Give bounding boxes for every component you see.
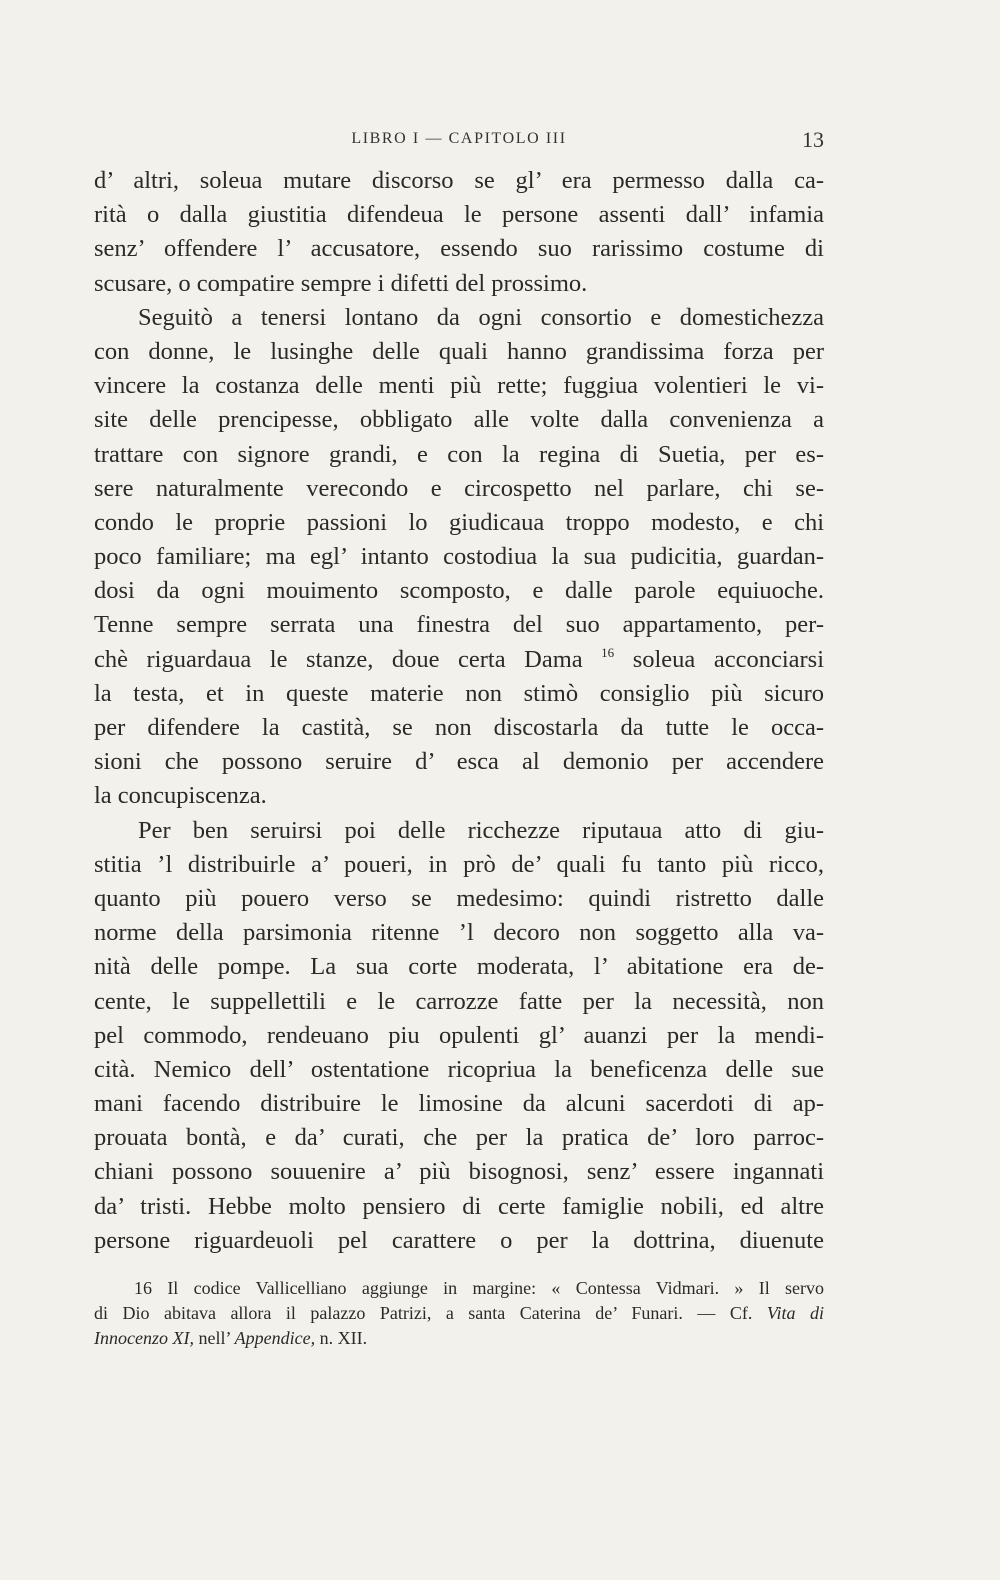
text-line: rità o dalla giustitia difendeua le persone assenti dall’ infamia: [94, 201, 824, 229]
text-line: mani facendo distribuire le limosine da alcuni sacerdoti di ap-: [94, 1090, 824, 1118]
text-line: con donne, le lusinghe delle quali hanno grandissima forza per: [94, 337, 824, 365]
text-line: stitia ’l distribuirle a’ poueri, in prò de’ quali fu tanto più ricco,: [94, 850, 824, 878]
footnote-text: di Dio abitava allora il palazzo Patrizi, a santa Caterina de’ Funari. — Cf.: [94, 1303, 753, 1323]
footnote-line: [94, 1276, 824, 1301]
text-segment: chè riguardaua le stanze, doue certa Dama: [94, 645, 583, 673]
text-line: prouata bontà, e da’ curati, che per la pratica de’ loro parroc-: [94, 1124, 824, 1152]
page-number: 13: [802, 127, 824, 152]
footnote-text: n. XII.: [319, 1328, 368, 1348]
footnote-text: nell’: [198, 1328, 231, 1348]
text-line: la concupiscenza.: [94, 782, 267, 810]
running-head: [94, 127, 824, 158]
paragraph-start-line: Per ben seruirsi poi delle ricchezze riputaua atto di giu-: [138, 816, 824, 844]
text-line: vincere la costanza delle menti più rette; fuggiua volentieri le vi-: [94, 372, 824, 400]
body-text: [94, 164, 824, 1258]
text-line: chiani possono souuenire a’ più bisognosi, senz’ essere ingannati: [94, 1158, 824, 1186]
text-line: per difendere la castità, se non discostarla da tutte le occa-: [94, 714, 824, 741]
footnote-italic-title: Vita di: [766, 1303, 824, 1323]
text-segment: soleua acconciarsi: [632, 645, 824, 673]
footnote-reference: 16: [601, 644, 615, 660]
text-line: d’ altri, soleua mutare discorso se gl’ era permesso dalla ca-: [94, 167, 824, 194]
text-line: persone riguardeuoli pel carattere o per la dottrina, diuenute: [94, 1226, 824, 1254]
text-line: pel commodo, rendeuano piu opulenti gl’ auanzi per la mendi-: [94, 1021, 824, 1049]
text-line: quanto più pouero verso se medesimo: quindi ristretto dalle: [94, 884, 824, 912]
footnotes: [94, 1276, 824, 1351]
text-line-with-footnote-ref: [94, 643, 824, 677]
footnote-italic-title: Appendice,: [234, 1328, 316, 1348]
text-line: poco familiare; ma egl’ intanto costodiua la sua pudicitia, guardan-: [94, 543, 824, 571]
text-line: sioni che possono seruire d’ esca al demonio per accendere: [94, 748, 824, 776]
text-line: cità. Nemico dell’ ostentatione ricopriua la beneficenza delle sue: [94, 1055, 824, 1083]
text-line: cente, le suppellettili e le carrozze fatte per la necessità, non: [94, 987, 824, 1015]
footnote-number: 16: [134, 1278, 152, 1298]
text-line: sere naturalmente verecondo e circospetto nel parlare, chi se-: [94, 474, 824, 502]
footnote-line: [94, 1326, 824, 1351]
footnote-line: [94, 1301, 824, 1326]
footnote-italic-title: Innocenzo XI,: [94, 1328, 194, 1348]
running-title: LIBRO I — CAPITOLO III: [351, 130, 567, 147]
text-line: scusare, o compatire sempre i difetti del prossimo.: [94, 269, 588, 297]
text-line: la testa, et in queste materie non stimò consiglio più sicuro: [94, 679, 824, 707]
paragraph-start-line: Seguitò a tenersi lontano da ogni consortio e domestichezza: [138, 303, 824, 331]
text-line: condo le proprie passioni lo giudicaua troppo modesto, e chi: [94, 508, 824, 536]
text-line: norme della parsimonia ritenne ’l decoro non soggetto alla va-: [94, 919, 824, 947]
text-line: senz’ offendere l’ accusatore, essendo suo rarissimo costume di: [94, 235, 824, 263]
text-line: nità delle pompe. La sua corte moderata, l’ abitatione era de-: [94, 953, 824, 981]
text-line: da’ tristi. Hebbe molto pensiero di certe famiglie nobili, ed altre: [94, 1192, 824, 1220]
text-line: site delle prencipesse, obbligato alle volte dalla convenienza a: [94, 406, 824, 434]
text-line: Tenne sempre serrata una finestra del suo appartamento, per-: [94, 611, 824, 639]
footnote-text: Il codice Vallicelliano aggiunge in margine: « Contessa Vidmari. » Il servo: [167, 1278, 825, 1298]
text-line: trattare con signore grandi, e con la regina di Suetia, per es-: [94, 440, 824, 468]
text-line: dosi da ogni mouimento scomposto, e dalle parole equiuoche.: [94, 577, 824, 605]
